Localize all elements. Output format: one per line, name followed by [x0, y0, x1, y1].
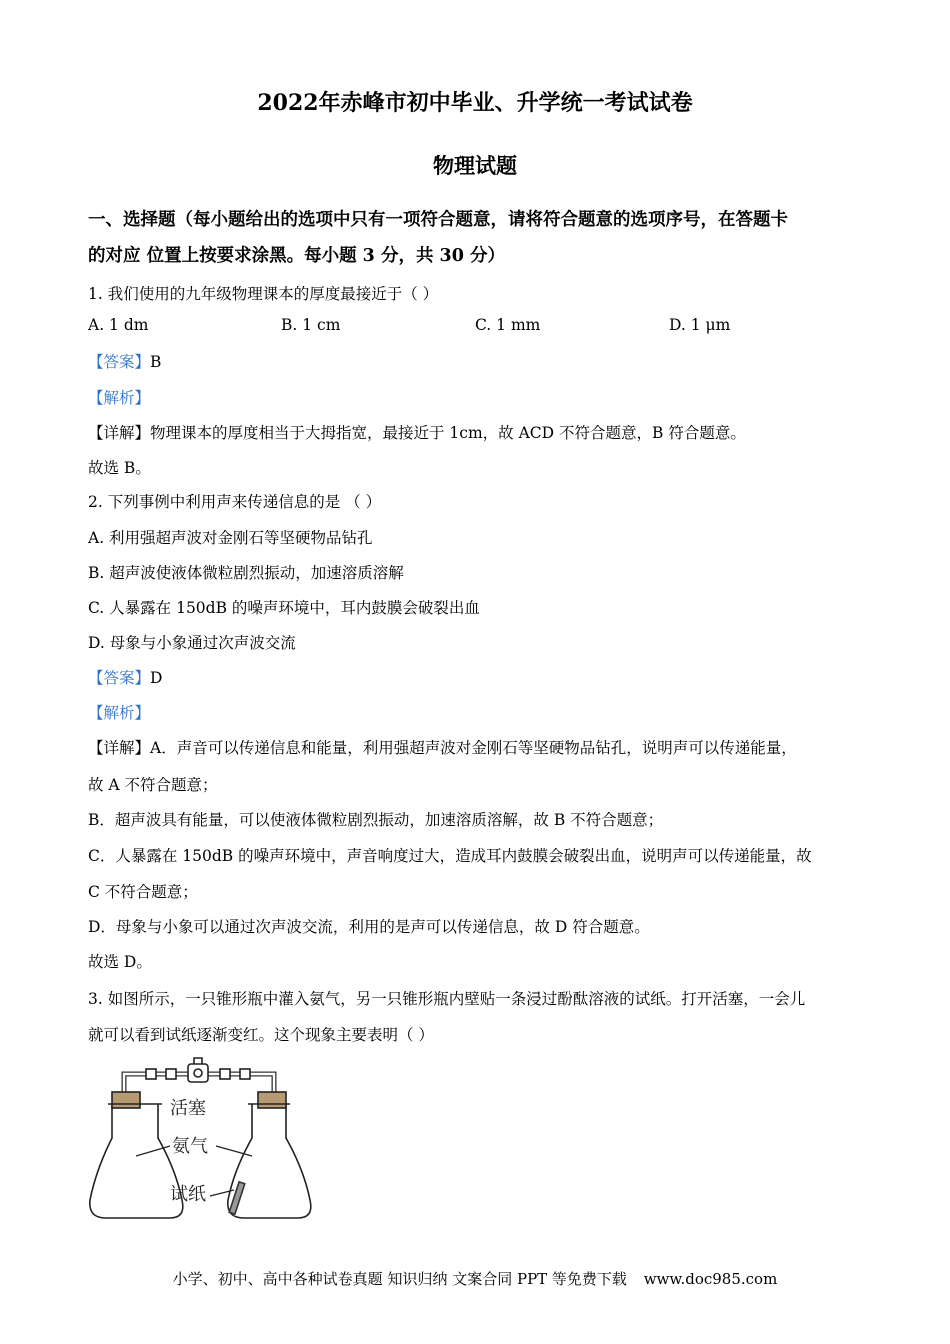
label-test-paper: 试纸	[170, 1184, 206, 1205]
q1-option-b: B. 1 cm	[281, 316, 341, 334]
q2-stem: 2. 下列事例中利用声来传递信息的是 （ ）	[88, 493, 382, 511]
q1-conclusion: 故选 B。	[88, 459, 151, 477]
label-ammonia: 氨气	[172, 1136, 208, 1157]
q1-stem: 1. 我们使用的九年级物理课本的厚度最接近于（ ）	[88, 285, 439, 303]
answer-tag: 【答案】	[88, 669, 151, 687]
q2-analysis-tag: 【解析】	[88, 704, 151, 722]
q2-answer-value: D	[150, 669, 163, 687]
q2-detail-line: C．人暴露在 150dB 的噪声环境中，声音响度过大，造成耳内鼓膜会破裂出血，说明声可以传递能量，故	[88, 847, 812, 865]
q2-option-d: D. 母象与小象通过次声波交流	[88, 634, 296, 652]
label-valve: 活塞	[170, 1098, 206, 1119]
q1-answer	[88, 350, 161, 372]
q3-stem-line: 3. 如图所示，一只锥形瓶中灌入氨气，另一只锥形瓶内壁贴一条浸过酚酞溶液的试纸。打开活塞，一会儿	[88, 990, 806, 1008]
q1-option-d: D. 1 μm	[669, 316, 731, 334]
footer	[0, 1268, 950, 1289]
q1-answer-value: B	[150, 353, 162, 371]
q2-conclusion: 故选 D。	[88, 953, 152, 971]
footer-text: 小学、初中、高中各种试卷真题 知识归纳 文案合同 PPT 等免费下载	[172, 1270, 627, 1288]
q1-analysis-tag: 【解析】	[88, 389, 151, 407]
q2-detail-line: D．母象与小象可以通过次声波交流，利用的是声可以传递信息，故 D 符合题意。	[88, 918, 650, 936]
q2-option-b: B. 超声波使液体微粒剧烈振动，加速溶质溶解	[88, 564, 404, 582]
page-title: 2022年赤峰市初中毕业、升学统一考试试卷	[257, 90, 693, 116]
q1-detail: 【详解】物理课本的厚度相当于大拇指宽，最接近于 1cm，故 ACD 不符合题意，B 符合题意。	[88, 424, 746, 442]
q2-option-c: C. 人暴露在 150dB 的噪声环境中，耳内鼓膜会破裂出血	[88, 599, 480, 617]
q3-stem-line: 就可以看到试纸逐渐变红。这个现象主要表明（ ）	[88, 1026, 434, 1044]
section-heading-line2: 的对应 位置上按要求涂黑。每小题 3 分，共 30 分）	[88, 246, 505, 266]
q1-option-a: A. 1 dm	[88, 316, 149, 334]
q1-option-c: C. 1 mm	[475, 316, 541, 334]
page-subtitle: 物理试题	[433, 153, 517, 178]
footer-site-link[interactable]: www.doc985.com	[643, 1270, 778, 1288]
q2-detail-line: 故 A 不符合题意；	[88, 776, 218, 794]
q2-detail-line: 【详解】A．声音可以传递信息和能量，利用强超声波对金刚石等坚硬物品钻孔，说明声可以传递能量，	[88, 739, 797, 757]
answer-tag: 【答案】	[88, 353, 151, 371]
q2-detail-line: B．超声波具有能量，可以使液体微粒剧烈振动，加速溶质溶解，故 B 不符合题意；	[88, 811, 664, 829]
flask-diagram	[84, 1052, 314, 1224]
section-heading-line1: 一、选择题（每小题给出的选项中只有一项符合题意，请将符合题意的选项序号，在答题卡	[88, 210, 788, 230]
q2-option-a: A. 利用强超声波对金刚石等坚硬物品钻孔	[88, 529, 373, 547]
q2-answer	[88, 666, 162, 688]
q2-detail-line: C 不符合题意；	[88, 883, 198, 901]
